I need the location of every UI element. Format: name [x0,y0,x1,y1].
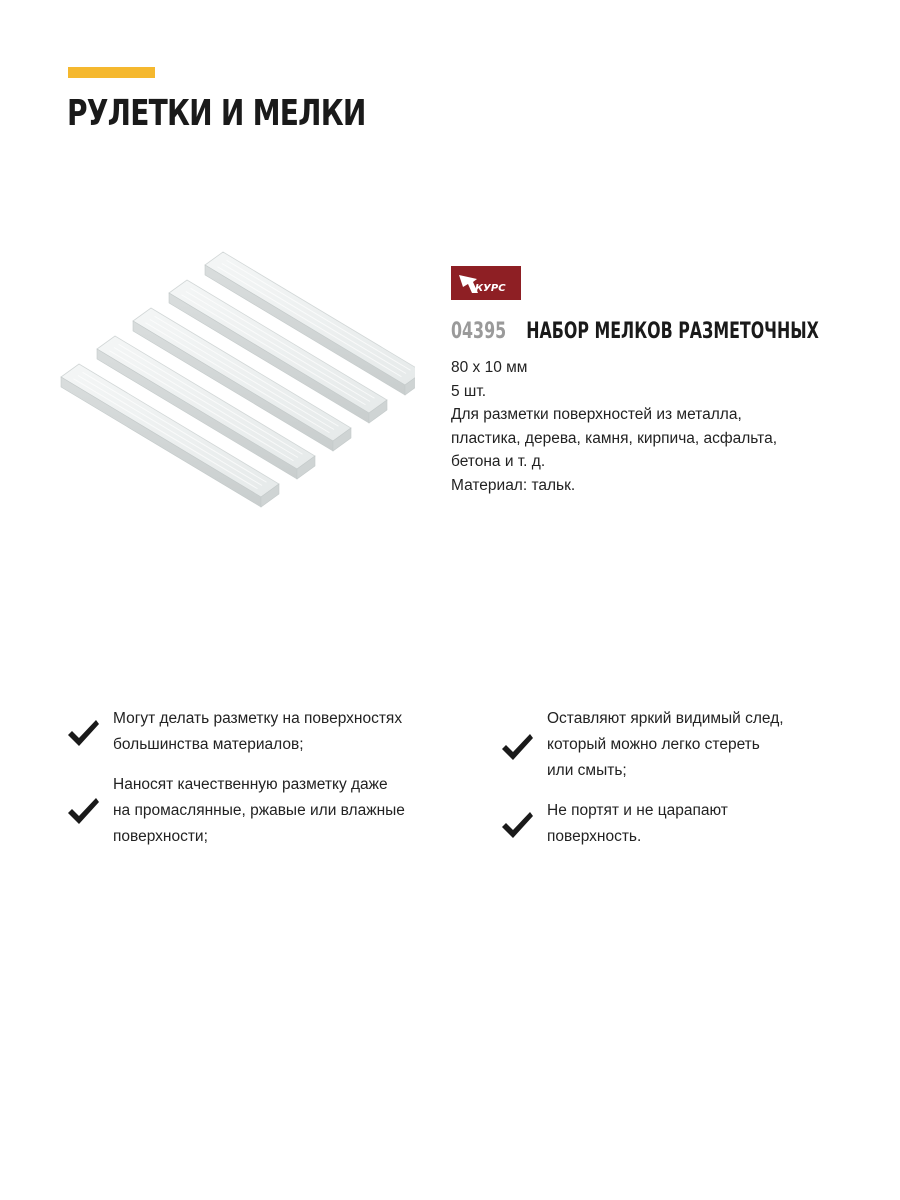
feature-text-line: поверхность. [547,828,642,845]
spec-line: бетона и т. д. [451,453,546,470]
checkmark-icon [500,732,534,762]
brand-name: КУРС [475,283,506,294]
checkmark-icon [500,810,534,840]
product-specs [451,356,831,497]
product-name: НАБОР МЕЛКОВ РАЗМЕТОЧНЫХ [526,319,819,344]
checkmark-icon [66,718,100,748]
section-title: РУЛЕТКИ И МЕЛКИ [67,93,366,134]
spec-line: Для разметки поверхностей из металла, [451,406,742,423]
feature-text-line: на промаслянные, ржавые или влажные [113,802,405,819]
brand-logo [451,266,521,300]
checkmark-icon [66,796,100,826]
feature-text-line: Не портят и не царапают [547,802,728,819]
feature-text-line: Наносят качественную разметку даже [113,776,388,793]
product-code: 04395 [451,319,507,344]
spec-line: 80 х 10 мм [451,359,528,376]
feature-text-line: или смыть; [547,762,627,779]
feature-text-line: большинства материалов; [113,736,304,753]
feature-text-line: Оставляют яркий видимый след, [547,710,784,727]
accent-bar [68,67,155,78]
spec-line: 5 шт. [451,382,487,400]
feature-text-line: поверхности; [113,828,208,845]
feature-text-line: Могут делать разметку на поверхностях [113,710,403,727]
chalk-sticks-image [55,245,415,525]
spec-line: пластика, дерева, камня, кирпича, асфальта, [451,429,778,447]
spec-line: Материал: тальк. [451,476,576,494]
feature-text-line: который можно легко стереть [547,736,760,753]
product-heading [451,318,819,346]
